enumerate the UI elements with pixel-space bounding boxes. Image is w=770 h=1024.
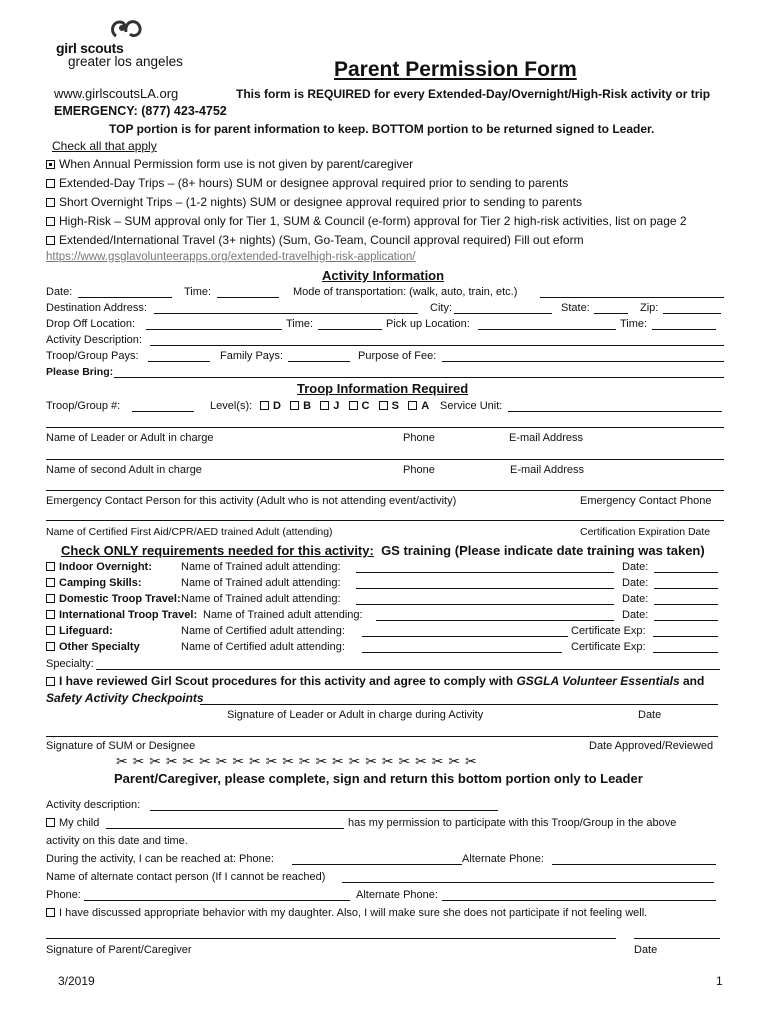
troop-pays-label: Troop/Group Pays: xyxy=(46,350,139,362)
second-adult-field[interactable] xyxy=(46,459,724,460)
checkbox-icon[interactable] xyxy=(379,401,388,410)
destination-field[interactable] xyxy=(154,313,418,314)
req-row-1-field-label: Name of Trained adult attending: xyxy=(181,577,341,589)
checkbox-icon[interactable] xyxy=(46,594,55,603)
checkbox-icon[interactable] xyxy=(320,401,329,410)
transport-field[interactable] xyxy=(540,297,724,298)
alt-phone2-field[interactable] xyxy=(442,900,716,901)
zip-label: Zip: xyxy=(640,302,659,314)
family-pays-label: Family Pays: xyxy=(220,350,283,362)
sum-signature-field[interactable] xyxy=(46,736,718,737)
review-checkpoints: Safety Activity Checkpoints xyxy=(46,691,204,705)
reached-label: During the activity, I can be reached at: Phone: xyxy=(46,853,274,865)
specialty-label: Specialty: xyxy=(46,658,94,670)
zip-field[interactable] xyxy=(663,313,721,314)
child-name-field[interactable] xyxy=(106,828,344,829)
troop-pays-field[interactable] xyxy=(148,361,210,362)
sig-leader-date-label: Date xyxy=(638,709,662,721)
req-row-0-field[interactable] xyxy=(356,572,614,573)
check-all-heading: Check all that apply xyxy=(52,139,157,153)
dropoff-field[interactable] xyxy=(146,329,282,330)
cert-exp-label: Certification Expiration Date xyxy=(580,526,711,538)
version-label: 3/2019 xyxy=(58,974,95,988)
pickup-field[interactable] xyxy=(478,329,616,330)
time3-label: Time: xyxy=(620,318,648,330)
email1-label: E-mail Address xyxy=(509,432,583,444)
checkbox-icon[interactable] xyxy=(290,401,299,410)
req-row-1-date[interactable] xyxy=(654,588,718,589)
check-item-4[interactable]: Extended/International Travel (3+ nights) (Sum, Go-Team, Council approval required) Fill out eform xyxy=(46,233,584,247)
check-item-2[interactable]: Short Overnight Trips – (1-2 nights) SUM or designee approval required prior to sending to parents xyxy=(46,195,582,209)
checkbox-icon[interactable] xyxy=(260,401,269,410)
requirements-heading: Check ONLY requirements needed for this activity: GS training (Please indicate date training was taken) xyxy=(61,543,705,558)
reached-phone-field[interactable] xyxy=(292,864,462,865)
req-row-5[interactable]: Other Specialty xyxy=(46,641,140,653)
leader-label: Name of Leader or Adult in charge xyxy=(46,432,214,444)
emergency-contact-field[interactable] xyxy=(46,490,724,491)
state-label: State: xyxy=(561,302,590,314)
page-number: 1 xyxy=(716,974,723,988)
bottom-heading: Parent/Caregiver, please complete, sign and return this bottom portion only to Leader xyxy=(114,771,643,786)
level-b[interactable]: B xyxy=(290,400,311,412)
parent-date-label: Date xyxy=(634,944,658,956)
phone2-label: Phone xyxy=(403,464,435,476)
review-checkbox[interactable]: I have reviewed Girl Scout procedures for this activity and agree to comply with GSGLA Volunteer Essentials and xyxy=(46,674,704,688)
checkbox-icon[interactable] xyxy=(46,179,55,188)
checkbox-icon[interactable] xyxy=(349,401,358,410)
alt-contact-field[interactable] xyxy=(342,882,714,883)
alt-phone-label: Alternate Phone: xyxy=(462,853,544,865)
first-aid-label: Name of Certified First Aid/CPR/AED trained Adult (attending) xyxy=(46,526,333,538)
checkbox-icon[interactable] xyxy=(46,578,55,587)
req-row-4-field[interactable] xyxy=(362,636,568,637)
pickup-label: Pick up Location: xyxy=(386,318,470,330)
activity-desc-label: Activity description: xyxy=(46,799,141,811)
activity-heading: Activity Information xyxy=(322,268,445,283)
city-label: City: xyxy=(430,302,452,314)
troop-num-label: Troop/Group #: xyxy=(46,400,121,412)
req-row-5-exp[interactable] xyxy=(653,652,718,653)
req-row-2-field-label: Name of Trained adult attending: xyxy=(181,593,341,605)
levels-label: Level(s): xyxy=(210,400,253,412)
check-item-0[interactable]: When Annual Permission form use is not given by parent/caregiver xyxy=(46,157,413,171)
req-row-1-date-label: Date: xyxy=(622,577,649,589)
time-label: Time: xyxy=(184,286,212,298)
check-item-1[interactable]: Extended-Day Trips – (8+ hours) SUM or designee approval required prior to sending to parents xyxy=(46,176,568,190)
req-row-5-exp-label: Certificate Exp: xyxy=(571,641,646,653)
sig-leader-label: Signature of Leader or Adult in charge during Activity xyxy=(227,709,484,721)
req-row-3-field[interactable] xyxy=(376,620,614,621)
destination-label: Destination Address: xyxy=(46,302,147,314)
city-field[interactable] xyxy=(454,313,552,314)
level-j[interactable]: J xyxy=(320,400,339,412)
email2-label: E-mail Address xyxy=(510,464,584,476)
service-unit-field[interactable] xyxy=(508,411,722,412)
troop-heading: Troop Information Required xyxy=(297,381,469,396)
level-c[interactable]: C xyxy=(349,400,370,412)
state-field[interactable] xyxy=(594,313,628,314)
check-item-3[interactable]: High-Risk – SUM approval only for Tier 1, SUM & Council (e-form) approval for Tier 2 high-risk activities, list on page 2 xyxy=(46,214,687,228)
emergency-phone-label: Emergency Contact Phone xyxy=(580,495,712,507)
family-pays-field[interactable] xyxy=(288,361,350,362)
troop-num-field[interactable] xyxy=(132,411,194,412)
sig-parent-label: Signature of Parent/Caregiver xyxy=(46,944,192,956)
alt-phone-field[interactable] xyxy=(552,864,716,865)
my-child-checkbox[interactable]: My child xyxy=(46,817,99,829)
parent-signature-field[interactable] xyxy=(46,938,616,939)
purpose-field[interactable] xyxy=(442,361,724,362)
req-row-1[interactable]: Camping Skills: xyxy=(46,577,142,589)
req-row-0-date-label: Date: xyxy=(622,561,649,573)
time-field[interactable] xyxy=(217,297,279,298)
time3-field[interactable] xyxy=(652,329,716,330)
time2-field[interactable] xyxy=(318,329,382,330)
req-row-2-date[interactable] xyxy=(654,604,718,605)
req-row-3-date[interactable] xyxy=(654,620,718,621)
checkbox-icon[interactable] xyxy=(46,562,55,571)
checkbox-icon[interactable] xyxy=(46,818,55,827)
description-label: Activity Description: xyxy=(46,334,142,346)
req-row-4[interactable]: Lifeguard: xyxy=(46,625,113,637)
date-label: Date: xyxy=(46,286,73,298)
checkbox-icon[interactable] xyxy=(46,677,55,686)
logo-line2: greater los angeles xyxy=(68,54,183,69)
permission-text: has my permission to participate with this Troop/Group in the above xyxy=(348,817,677,829)
parent-date-field[interactable] xyxy=(634,938,720,939)
alt-phone2-label: Alternate Phone: xyxy=(356,889,438,901)
dropoff-label: Drop Off Location: xyxy=(46,318,136,330)
level-a[interactable]: A xyxy=(408,400,429,412)
req-row-2[interactable]: Domestic Troop Travel: xyxy=(46,593,181,605)
time2-label: Time: xyxy=(286,318,314,330)
req-row-3-field-label: Name of Trained adult attending: xyxy=(203,609,363,621)
req-row-0-date[interactable] xyxy=(654,572,718,573)
logo-line1: girl scouts xyxy=(56,40,124,56)
phone-label: Phone: xyxy=(46,889,81,901)
required-note: This form is REQUIRED for every Extended-Day/Overnight/High-Risk activity or trip xyxy=(236,87,711,101)
checkbox-icon[interactable] xyxy=(46,642,55,651)
scissors-cut-line: ✂ ✂ ✂ ✂ ✂ ✂ ✂ ✂ ✂ ✂ ✂ ✂ ✂ ✂ ✂ ✂ ✂ ✂ ✂ ✂ ✂ ✂ xyxy=(116,753,478,769)
req-row-5-field-label: Name of Certified adult attending: xyxy=(181,641,345,653)
transport-label: Mode of transportation: (walk, auto, train, etc.) xyxy=(293,286,518,298)
page-title: Parent Permission Form xyxy=(334,58,577,81)
level-s[interactable]: S xyxy=(379,400,399,412)
level-d[interactable]: D xyxy=(260,400,281,412)
emergency-contact-label: Emergency Contact Person for this activity (Adult who is not attending event/activity) xyxy=(46,495,457,507)
activity-desc-field[interactable] xyxy=(150,810,498,811)
req-row-1-field[interactable] xyxy=(356,588,614,589)
top-bottom-note: TOP portion is for parent information to keep. BOTTOM portion to be returned signed to Leader. xyxy=(109,122,655,136)
req-row-4-field-label: Name of Certified adult attending: xyxy=(181,625,345,637)
levels-group xyxy=(260,400,429,412)
leader-signature-field[interactable] xyxy=(200,704,718,705)
checkbox-icon[interactable] xyxy=(46,198,55,207)
website-link[interactable]: www.girlscoutsLA.org xyxy=(54,86,179,101)
emergency-phone: EMERGENCY: (877) 423-4752 xyxy=(54,104,227,118)
req-row-4-exp[interactable] xyxy=(653,636,718,637)
service-unit-label: Service Unit: xyxy=(440,400,503,412)
first-aid-field[interactable] xyxy=(46,520,724,521)
req-row-4-exp-label: Certificate Exp: xyxy=(571,625,646,637)
req-row-2-field[interactable] xyxy=(356,604,614,605)
purpose-label: Purpose of Fee: xyxy=(358,350,437,362)
date-field[interactable] xyxy=(78,297,172,298)
sig-sum-label: Signature of SUM or Designee xyxy=(46,740,196,752)
description-field[interactable] xyxy=(150,345,724,346)
permission-text2: activity on this date and time. xyxy=(46,835,188,847)
checkbox-icon[interactable] xyxy=(46,626,55,635)
date-approved-label: Date Approved/Reviewed xyxy=(589,740,714,752)
eform-link[interactable]: https://www.gsglavolunteerapps.org/extended-travelhigh-risk-application/ xyxy=(46,251,416,263)
alt-contact-label: Name of alternate contact person (If I cannot be reached) xyxy=(46,871,326,883)
req-row-5-field[interactable] xyxy=(362,652,562,653)
second-label: Name of second Adult in charge xyxy=(46,464,202,476)
specialty-field[interactable] xyxy=(96,669,720,670)
behavior-checkbox[interactable]: I have discussed appropriate behavior with my daughter. Also, I will make sure she does not participate if not feeling well. xyxy=(46,907,647,919)
phone1-label: Phone xyxy=(403,432,435,444)
req-row-3-date-label: Date: xyxy=(622,609,649,621)
checkbox-icon[interactable] xyxy=(46,217,55,226)
checkbox-icon[interactable] xyxy=(46,236,55,245)
req-row-0-field-label: Name of Trained adult attending: xyxy=(181,561,341,573)
req-row-0[interactable]: Indoor Overnight: xyxy=(46,561,152,573)
please-bring-label: Please Bring: xyxy=(46,366,114,378)
checkbox-icon[interactable] xyxy=(408,401,417,410)
please-bring-field[interactable] xyxy=(114,377,724,378)
leader-field[interactable] xyxy=(46,427,724,428)
checkbox-checked-icon[interactable] xyxy=(46,160,55,169)
checkbox-icon[interactable] xyxy=(46,908,55,917)
req-row-3[interactable]: International Troop Travel: xyxy=(46,609,197,621)
req-row-2-date-label: Date: xyxy=(622,593,649,605)
phone-field[interactable] xyxy=(84,900,350,901)
checkbox-icon[interactable] xyxy=(46,610,55,619)
